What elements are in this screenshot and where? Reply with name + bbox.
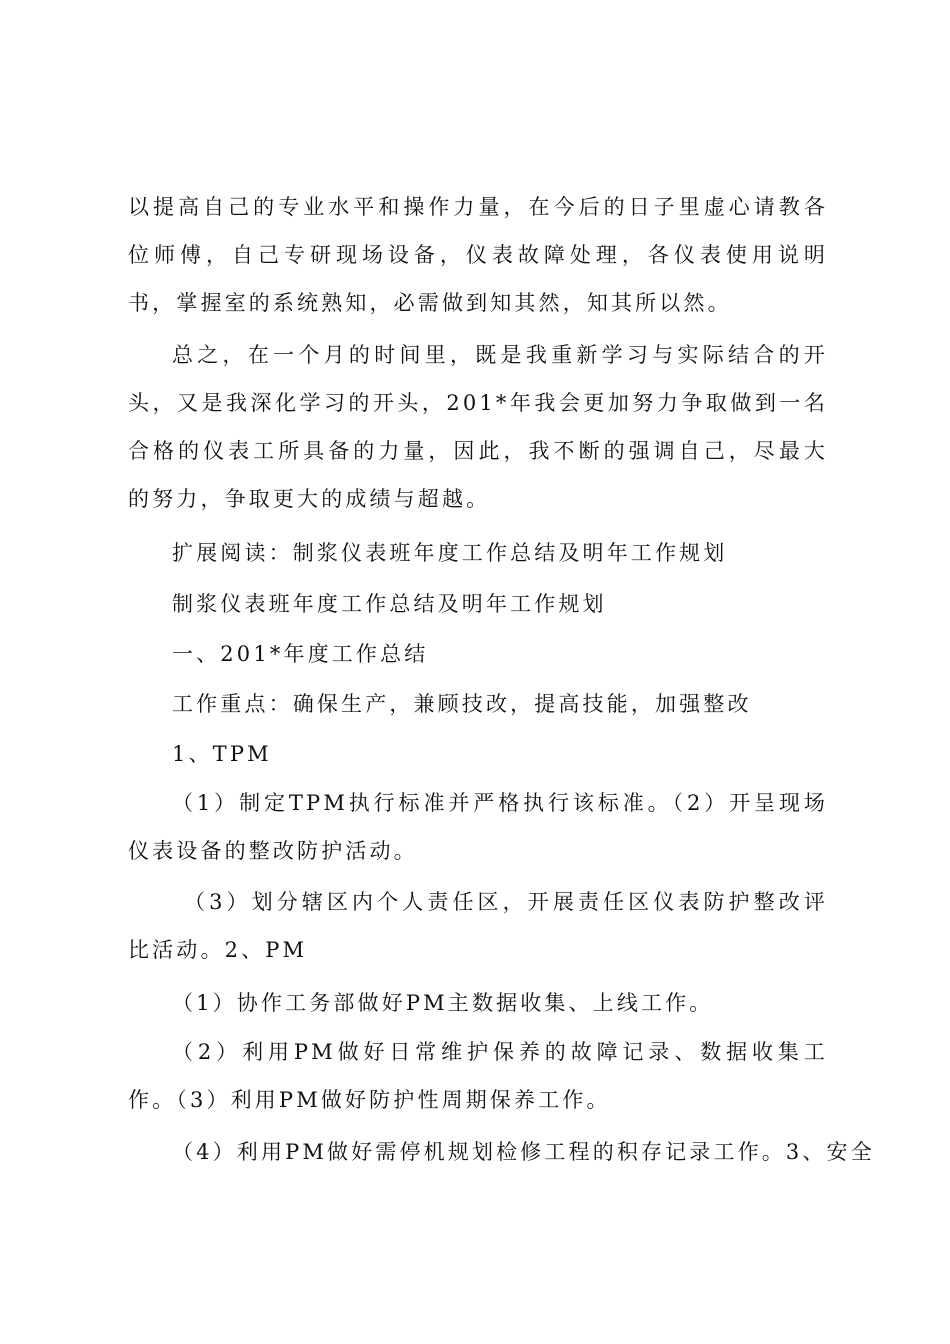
paragraph-tpm-1: （1）制定TPM执行标准并严格执行该标准。（2）开呈现场仪表设备的整改防护活动。	[128, 791, 828, 863]
work-focus-line: 工作重点：确保生产，兼顾技改，提高技能，加强整改	[172, 692, 752, 716]
extended-reading-line: 扩展阅读：制浆仪表班年度工作总结及明年工作规划	[172, 541, 728, 565]
item-tpm: 1、TPM	[172, 742, 272, 766]
paragraph-tpm-3: （3）划分辖区内个人责任区，开展责任区仪表防护整改评比活动。2、PM	[128, 890, 828, 962]
paragraph-1: 以提高自己的专业水平和操作力量，在今后的日子里虚心请教各位师傅，自己专研现场设备，仪表故障处理，各仪表使用说明书，掌握室的系统熟知，必需做到知其然，知其所以然。	[128, 195, 828, 315]
paragraph-pm-1: （1）协作工务部做好PM主数据收集、上线工作。	[172, 991, 714, 1015]
section-heading-1: 一、201*年度工作总结	[172, 642, 429, 666]
paragraph-pm-2: （2）利用PM做好日常维护保养的故障记录、数据收集工作。（3）利用PM做好防护性周期保养工作。	[128, 1040, 828, 1112]
paragraph-pm-4: （4）利用PM做好需停机规划检修工程的积存记录工作。3、安全	[172, 1140, 875, 1164]
report-title: 制浆仪表班年度工作总结及明年工作规划	[172, 592, 607, 616]
paragraph-2: 总之，在一个月的时间里，既是我重新学习与实际结合的开头，又是我深化学习的开头，201*年我会更加努力争取做到一名合格的仪表工所具备的力量，因此，我不断的强调自己，尽最大的努力，争取更大的成绩与超越。	[128, 343, 828, 511]
